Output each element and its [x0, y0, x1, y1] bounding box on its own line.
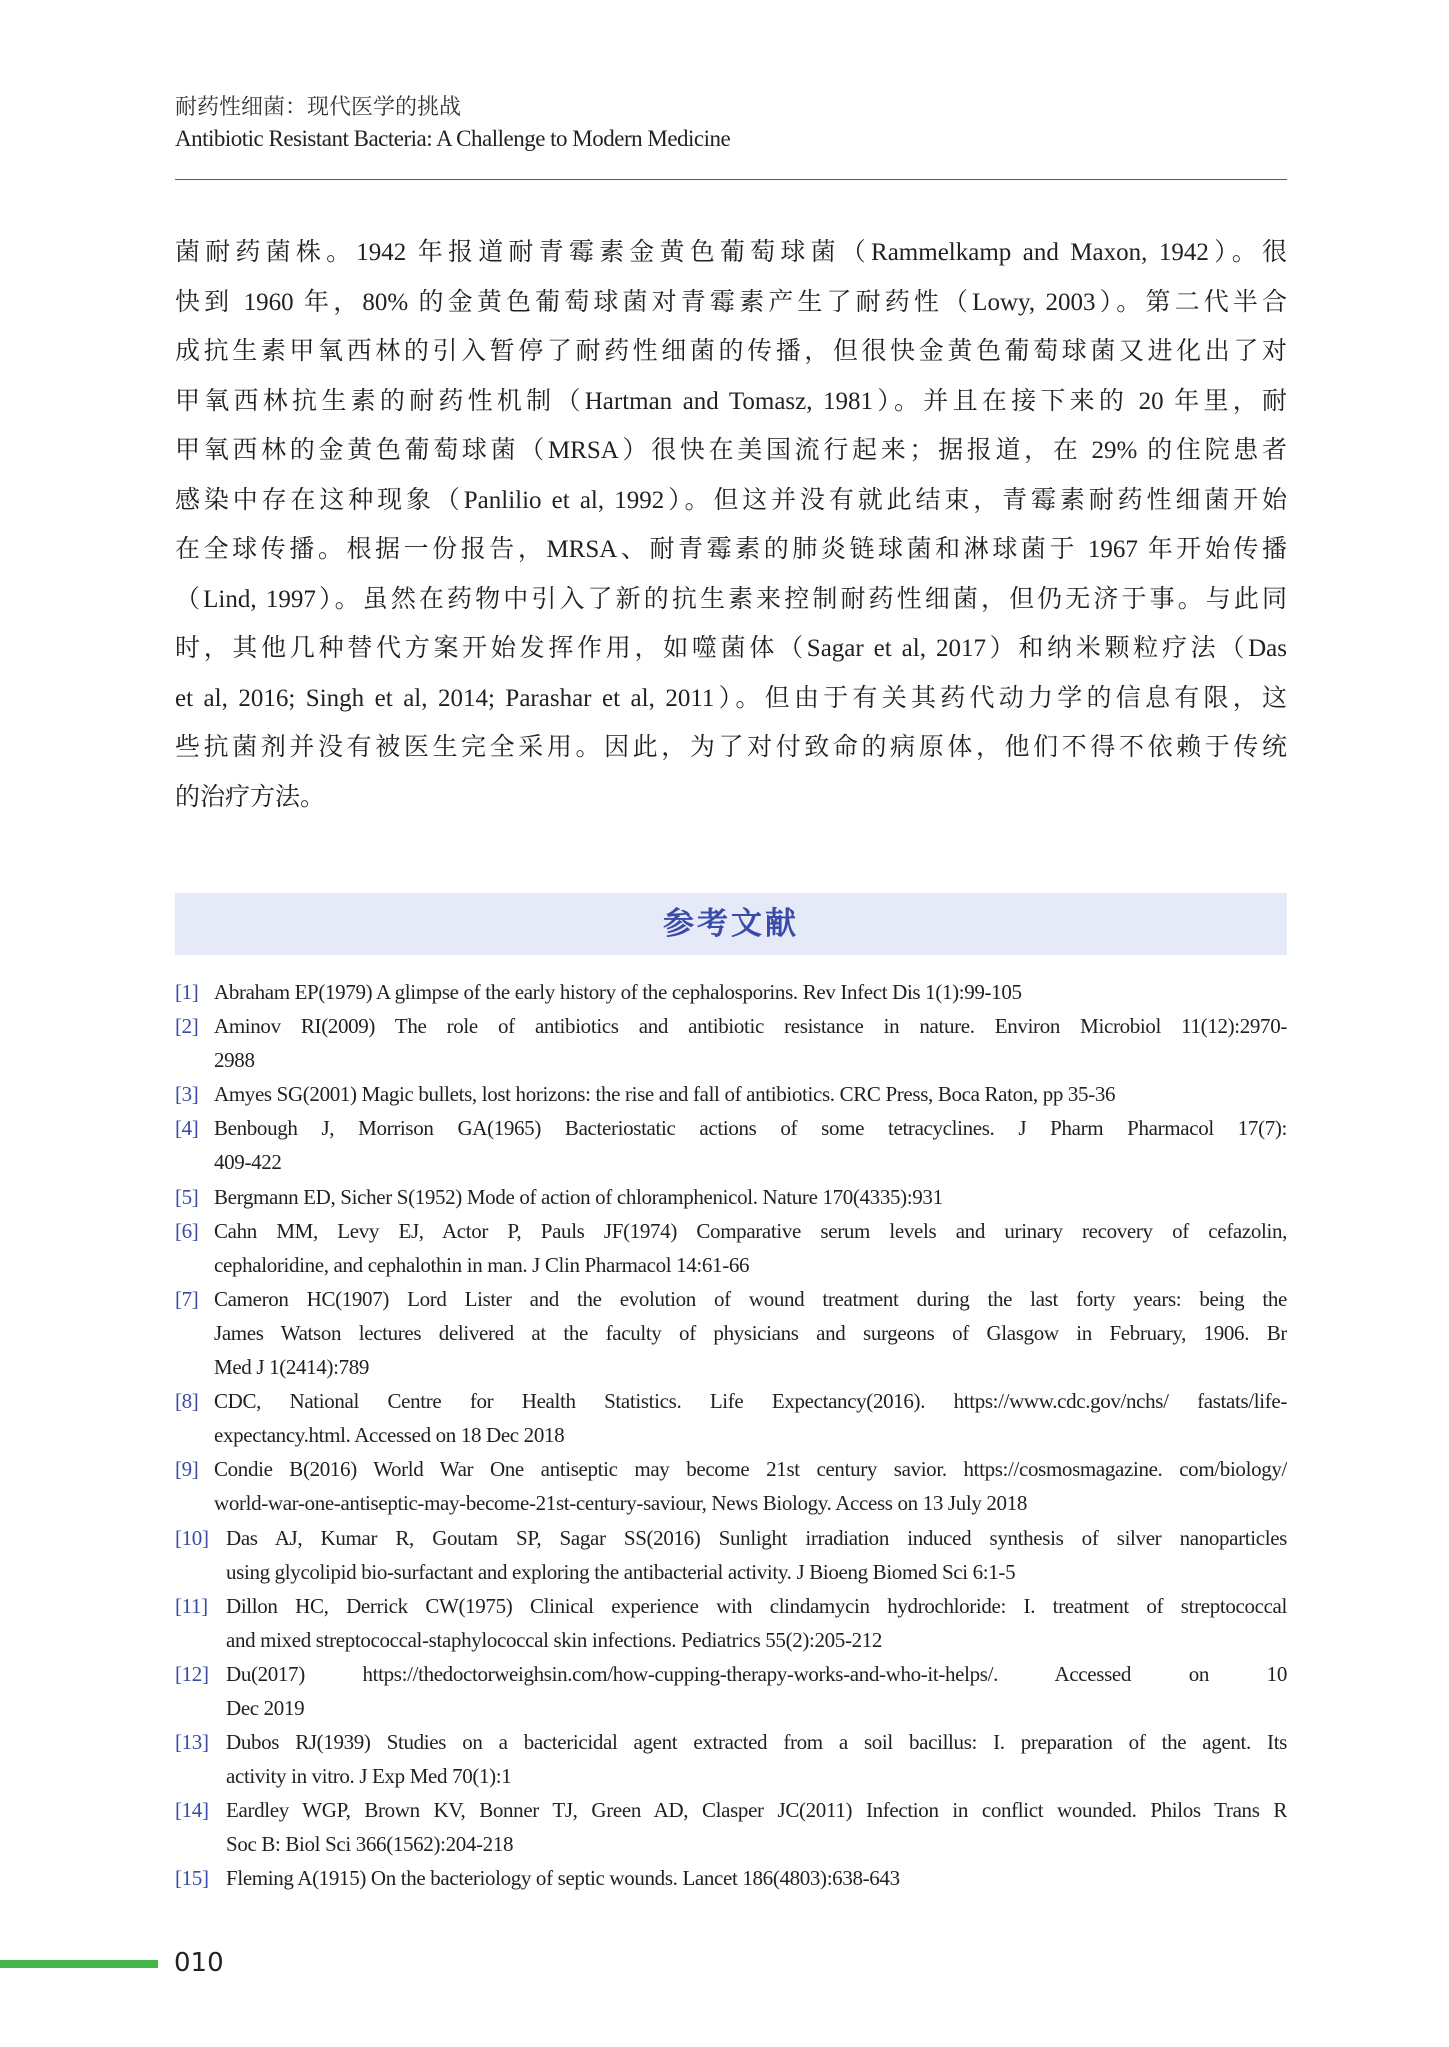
reference-number: [10]: [175, 1525, 209, 1550]
reference-text-line: Fleming A(1915) On the bacteriology of septic wounds. Lancet 186(4803):638-643: [226, 1866, 900, 1891]
reference-text-line: using glycolipid bio-surfactant and exploring the antibacterial activity. J Bioeng Biomed Sci 6:1-5: [226, 1559, 1016, 1584]
reference-number: [5]: [175, 1184, 199, 1209]
reference-item: [175, 1725, 1287, 1793]
reference-text-line: Condie B(2016) World War One antiseptic may become 21st century savior. https://cosmosmagazine. com/biology/: [214, 1457, 1287, 1482]
reference-text-line: 409-422: [214, 1150, 282, 1175]
body-line: （Lind, 1997）。虽然在药物中引入了新的抗生素来控制耐药性细菌，但仍无济于事。与此同: [175, 585, 1287, 613]
reference-number: [13]: [175, 1730, 209, 1755]
reference-number: [15]: [175, 1866, 209, 1891]
reference-number: [7]: [175, 1286, 199, 1311]
reference-item: [175, 1521, 1287, 1589]
reference-text-line: Dec 2019: [226, 1695, 305, 1720]
reference-item: [175, 1180, 1287, 1214]
body-line: 成抗生素甲氧西林的引入暂停了耐药性细菌的传播，但很快金黄色葡萄球菌又进化出了对: [175, 338, 1287, 365]
body-line: et al, 2016; Singh et al, 2014; Parashar et al, 2011）。但由于有关其药代动力学的信息有限，这: [175, 684, 1287, 712]
reference-item: [175, 975, 1287, 1009]
reference-list: [175, 975, 1287, 1896]
reference-text-line: Du(2017) https://thedoctorweighsin.com/how-cupping-therapy-works-and-who-it-helps/. Accessed on 10: [226, 1661, 1287, 1686]
reference-number: [9]: [175, 1457, 199, 1482]
reference-text-line: Eardley WGP, Brown KV, Bonner TJ, Green AD, Clasper JC(2011) Infection in conflict wounded. Philos Trans R: [226, 1798, 1287, 1823]
body-line: 的治疗方法。: [175, 783, 326, 811]
reference-text-line: Abraham EP(1979) A glimpse of the early history of the cephalosporins. Rev Infect Dis 1(1):99-105: [214, 980, 1022, 1004]
reference-text-line: Dillon HC, Derrick CW(1975) Clinical experience with clindamycin hydrochloride: I. treatment of streptococcal: [226, 1593, 1287, 1618]
reference-text-line: Dubos RJ(1939) Studies on a bactericidal agent extracted from a soil bacillus: I. preparation of the agent. Its: [226, 1730, 1287, 1755]
body-line: 感染中存在这种现象（Panlilio et al, 1992）。但这并没有就此结束，青霉素耐药性细菌开始: [175, 486, 1287, 514]
header-divider: [175, 179, 1287, 180]
reference-item: [175, 1282, 1287, 1384]
body-line: 在全球传播。根据一份报告，MRSA、耐青霉素的肺炎链球菌和淋球菌于 1967 年开始传播: [175, 536, 1287, 563]
reference-text-line: Benbough J, Morrison GA(1965) Bacteriostatic actions of some tetracyclines. J Pharm Pharmacol 17(7):: [214, 1116, 1287, 1141]
reference-number: [12]: [175, 1661, 209, 1686]
running-header-english: Antibiotic Resistant Bacteria: A Challenge to Modern Medicine: [175, 126, 731, 151]
reference-item: [175, 1452, 1287, 1520]
reference-text-line: Bergmann ED, Sicher S(1952) Mode of action of chloramphenicol. Nature 170(4335):931: [214, 1184, 943, 1209]
reference-text-line: Das AJ, Kumar R, Goutam SP, Sagar SS(2016) Sunlight irradiation induced synthesis of silver nanoparticles: [226, 1525, 1287, 1550]
reference-number: [11]: [175, 1593, 208, 1618]
reference-text-line: CDC, National Centre for Health Statistics. Life Expectancy(2016). https://www.cdc.gov/nchs/ fastats/life-: [214, 1389, 1287, 1414]
reference-text-line: James Watson lectures delivered at the faculty of physicians and surgeons of Glasgow in February, 1906. Br: [214, 1320, 1287, 1345]
body-paragraph: [175, 234, 1287, 828]
body-line: 菌耐药菌株。1942 年报道耐青霉素金黄色葡萄球菌（Rammelkamp and Maxon, 1942）。很: [175, 239, 1287, 266]
body-line: 些抗菌剂并没有被医生完全采用。因此，为了对付致命的病原体，他们不得不依赖于传统: [175, 734, 1287, 761]
reference-text-line: expectancy.html. Accessed on 18 Dec 2018: [214, 1423, 565, 1448]
reference-text-line: and mixed streptococcal-staphylococcal skin infections. Pediatrics 55(2):205-212: [226, 1627, 883, 1652]
reference-text-line: activity in vitro. J Exp Med 70(1):1: [226, 1764, 512, 1789]
body-line: 时，其他几种替代方案开始发挥作用，如噬菌体（Sagar et al, 2017）和纳米颗粒疗法（Das: [175, 635, 1287, 662]
reference-item: [175, 1077, 1287, 1111]
reference-text-line: cephaloridine, and cephalothin in man. J Clin Pharmacol 14:61-66: [214, 1252, 750, 1277]
reference-number: [6]: [175, 1218, 199, 1243]
reference-item: [175, 1589, 1287, 1657]
reference-text-line: Cameron HC(1907) Lord Lister and the evolution of wound treatment during the last forty years: being the: [214, 1286, 1287, 1311]
reference-text-line: world-war-one-antiseptic-may-become-21st-century-saviour, News Biology. Access on 13 July 2018: [214, 1491, 1028, 1516]
reference-text-line: Soc B: Biol Sci 366(1562):204-218: [226, 1832, 514, 1857]
reference-number: [8]: [175, 1389, 199, 1414]
running-header-chinese: 耐药性细菌：现代医学的挑战: [175, 95, 462, 120]
reference-item: [175, 1793, 1287, 1861]
reference-item: [175, 1214, 1287, 1282]
reference-number: [1]: [175, 980, 199, 1004]
reference-text-line: Amyes SG(2001) Magic bullets, lost horizons: the rise and fall of antibiotics. CRC Press, Boca Raton, pp 35-36: [214, 1082, 1116, 1107]
reference-item: [175, 1009, 1287, 1077]
references-heading: 参考文献: [175, 893, 1287, 955]
reference-text-line: Cahn MM, Levy EJ, Actor P, Pauls JF(1974) Comparative serum levels and urinary recovery of cefazolin,: [214, 1218, 1287, 1243]
reference-number: [4]: [175, 1116, 199, 1141]
reference-text-line: Med J 1(2414):789: [214, 1355, 370, 1380]
body-line: 甲氧西林的金黄色葡萄球菌（MRSA）很快在美国流行起来；据报道，在 29% 的住院患者: [175, 437, 1287, 464]
reference-text-line: Aminov RI(2009) The role of antibiotics and antibiotic resistance in nature. Environ Microbiol 11(12):2970-: [214, 1014, 1287, 1039]
footer-accent-bar: [0, 1960, 158, 1968]
body-line: 快到 1960 年，80% 的金黄色葡萄球菌对青霉素产生了耐药性（Lowy, 2003）。第二代半合: [175, 288, 1287, 316]
page-number: 010: [174, 1948, 224, 1978]
reference-number: [2]: [175, 1014, 199, 1039]
reference-text-line: 2988: [214, 1048, 255, 1073]
reference-item: [175, 1861, 1287, 1895]
reference-item: [175, 1384, 1287, 1452]
reference-item: [175, 1657, 1287, 1725]
reference-number: [3]: [175, 1082, 199, 1107]
reference-number: [14]: [175, 1798, 209, 1823]
reference-item: [175, 1111, 1287, 1179]
body-line: 甲氧西林抗生素的耐药性机制（Hartman and Tomasz, 1981）。并且在接下来的 20 年里，耐: [175, 387, 1287, 415]
